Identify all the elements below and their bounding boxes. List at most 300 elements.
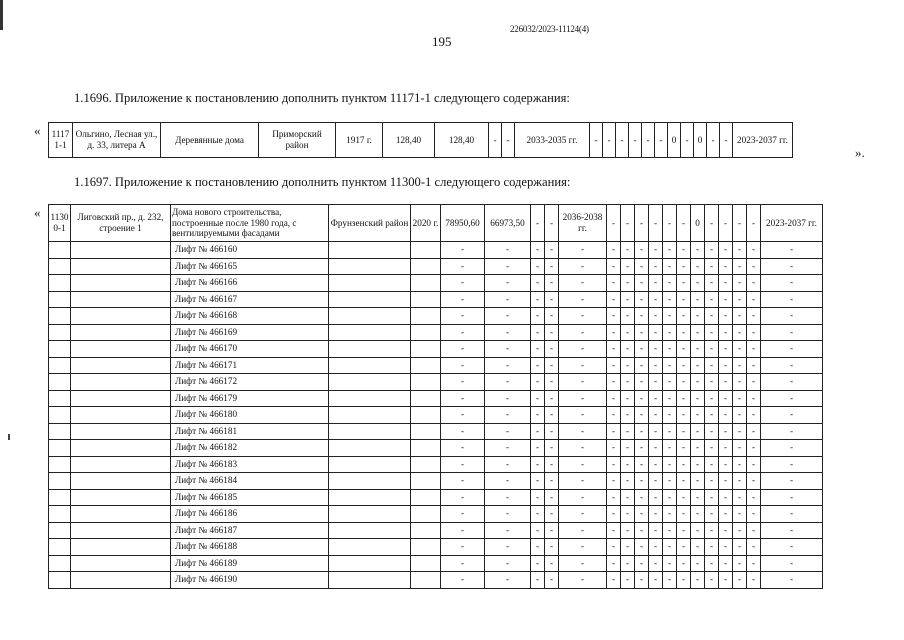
dash-cell: - [677,374,691,391]
dash-cell: - [559,473,607,490]
dash-cell: - [691,291,705,308]
dash-cell: - [621,506,635,523]
empty-cell [411,555,441,572]
dash-cell: - [747,423,761,440]
dash-cell: - [719,489,733,506]
cell: 2033-2035 гг. [515,123,590,158]
dash-cell: - [531,555,545,572]
dash-cell: - [649,390,663,407]
lift-name: Лифт № 466187 [171,522,329,539]
cell: - [655,123,668,158]
dash-cell: - [531,506,545,523]
lift-name: Лифт № 466185 [171,489,329,506]
dash-cell: - [691,423,705,440]
cell: - [677,205,691,242]
lift-name: Лифт № 466181 [171,423,329,440]
dash-cell: - [719,390,733,407]
dash-cell: - [705,324,719,341]
dash-cell: - [441,456,485,473]
table-item-1696 [48,122,793,158]
dash-cell: - [705,555,719,572]
dash-cell: - [649,242,663,259]
dash-cell: - [733,506,747,523]
empty-cell [329,407,411,424]
dash-cell: - [705,242,719,259]
dash-cell: - [719,374,733,391]
dash-cell: - [531,275,545,292]
dash-cell: - [649,423,663,440]
dash-cell: - [545,324,559,341]
lift-name: Лифт № 466186 [171,506,329,523]
lift-name: Лифт № 466182 [171,440,329,457]
empty-cell [329,291,411,308]
lift-name: Лифт № 466183 [171,456,329,473]
empty-cell [329,539,411,556]
dash-cell: - [635,357,649,374]
cell: 0 [694,123,707,158]
empty-cell [411,291,441,308]
dash-cell: - [691,275,705,292]
dash-cell: - [441,275,485,292]
dash-cell: - [559,456,607,473]
dash-cell: - [485,308,531,325]
dash-cell: - [649,258,663,275]
dash-cell: - [485,374,531,391]
empty-cell [49,242,71,259]
dash-cell: - [649,572,663,589]
dash-cell: - [677,291,691,308]
dash-cell: - [441,258,485,275]
lift-row [49,539,823,556]
dash-cell: - [635,291,649,308]
dash-cell: - [607,374,621,391]
dash-cell: - [705,456,719,473]
dash-cell: - [719,572,733,589]
empty-cell [49,423,71,440]
cell: - [663,205,677,242]
dash-cell: - [531,357,545,374]
cell: - [719,205,733,242]
empty-cell [49,374,71,391]
dash-cell: - [531,440,545,457]
empty-cell [49,341,71,358]
empty-cell [71,506,171,523]
cell: 2023-2037 гг. [733,123,793,158]
dash-cell: - [705,275,719,292]
dash-cell: - [545,242,559,259]
dash-cell: - [607,423,621,440]
dash-cell: - [441,423,485,440]
dash-cell: - [663,506,677,523]
dash-cell: - [733,473,747,490]
empty-cell [49,407,71,424]
dash-cell: - [441,357,485,374]
dash-cell: - [677,390,691,407]
empty-cell [411,341,441,358]
cell: 2020 г. [411,205,441,242]
empty-cell [71,522,171,539]
dash-cell: - [635,572,649,589]
dash-cell: - [677,572,691,589]
cell: - [705,205,719,242]
dash-cell: - [677,456,691,473]
dash-cell: - [635,341,649,358]
dash-cell: - [719,456,733,473]
page-number: 195 [432,34,452,49]
dash-cell: - [607,258,621,275]
dash-cell: - [719,291,733,308]
dash-cell: - [691,242,705,259]
dash-cell: - [545,390,559,407]
empty-cell [49,357,71,374]
empty-cell [411,324,441,341]
dash-cell: - [485,539,531,556]
empty-cell [71,440,171,457]
cell: - [629,123,642,158]
dash-cell: - [621,522,635,539]
dash-cell: - [761,324,823,341]
dash-cell: - [607,242,621,259]
dash-cell: - [635,522,649,539]
dash-cell: - [677,407,691,424]
dash-cell: - [733,275,747,292]
cell: - [642,123,655,158]
dash-cell: - [649,522,663,539]
dash-cell: - [607,407,621,424]
dash-cell: - [485,423,531,440]
cell: Дома нового строительства, построенные после 1980 года, с вентилируемыми фасадами [171,205,329,242]
empty-cell [49,489,71,506]
lift-row [49,308,823,325]
dash-cell: - [677,539,691,556]
quote-open-1: « [34,123,41,138]
dash-cell: - [649,440,663,457]
dash-cell: - [635,390,649,407]
empty-cell [411,522,441,539]
dash-cell: - [719,308,733,325]
dash-cell: - [719,506,733,523]
dash-cell: - [607,291,621,308]
dash-cell: - [705,258,719,275]
dash-cell: - [761,390,823,407]
dash-cell: - [635,440,649,457]
dash-cell: - [719,555,733,572]
empty-cell [411,390,441,407]
dash-cell: - [485,341,531,358]
dash-cell: - [691,390,705,407]
empty-cell [71,324,171,341]
dash-cell: - [719,275,733,292]
dash-cell: - [531,390,545,407]
dash-cell: - [485,572,531,589]
dash-cell: - [441,522,485,539]
dash-cell: - [719,357,733,374]
empty-cell [71,473,171,490]
dash-cell: - [621,258,635,275]
dash-cell: - [649,374,663,391]
dash-cell: - [705,572,719,589]
dash-cell: - [621,357,635,374]
empty-cell [329,275,411,292]
lift-name: Лифт № 466168 [171,308,329,325]
dash-cell: - [441,324,485,341]
lift-row [49,407,823,424]
dash-cell: - [691,506,705,523]
lift-row [49,572,823,589]
dash-cell: - [705,291,719,308]
dash-cell: - [485,506,531,523]
dash-cell: - [635,324,649,341]
dash-cell: - [663,489,677,506]
empty-cell [329,572,411,589]
dash-cell: - [607,506,621,523]
dash-cell: - [559,390,607,407]
dash-cell: - [545,291,559,308]
dash-cell: - [621,324,635,341]
dash-cell: - [719,258,733,275]
dash-cell: - [691,407,705,424]
empty-cell [411,275,441,292]
dash-cell: - [649,291,663,308]
dash-cell: - [677,473,691,490]
dash-cell: - [663,440,677,457]
cell: - [616,123,629,158]
dash-cell: - [621,440,635,457]
cell: - [707,123,720,158]
dash-cell: - [531,324,545,341]
empty-cell [49,473,71,490]
cell: - [621,205,635,242]
cell: 1117 1-1 [49,123,73,158]
cell: - [733,205,747,242]
cell: 1917 г. [336,123,383,158]
dash-cell: - [747,374,761,391]
dash-cell: - [531,539,545,556]
dash-cell: - [663,258,677,275]
cell: Деревянные дома [161,123,259,158]
lift-name: Лифт № 466184 [171,473,329,490]
dash-cell: - [663,522,677,539]
empty-cell [49,390,71,407]
dash-cell: - [649,308,663,325]
lift-row [49,324,823,341]
lift-name: Лифт № 466167 [171,291,329,308]
dash-cell: - [485,291,531,308]
cell: - [747,205,761,242]
empty-cell [49,291,71,308]
dash-cell: - [441,489,485,506]
dash-cell: - [747,506,761,523]
dash-cell: - [719,341,733,358]
dash-cell: - [761,539,823,556]
dash-cell: - [733,555,747,572]
empty-cell [71,242,171,259]
dash-cell: - [663,357,677,374]
dash-cell: - [747,539,761,556]
dash-cell: - [733,489,747,506]
empty-cell [411,473,441,490]
cell: - [531,205,545,242]
empty-cell [71,572,171,589]
dash-cell: - [663,324,677,341]
dash-cell: - [649,341,663,358]
dash-cell: - [441,539,485,556]
dash-cell: - [485,522,531,539]
dash-cell: - [677,341,691,358]
empty-cell [411,374,441,391]
dash-cell: - [559,555,607,572]
dash-cell: - [531,308,545,325]
dash-cell: - [559,374,607,391]
cell: Фрунзенский район [329,205,411,242]
lift-name: Лифт № 466189 [171,555,329,572]
empty-cell [49,456,71,473]
empty-cell [71,456,171,473]
lift-row [49,522,823,539]
dash-cell: - [559,407,607,424]
dash-cell: - [733,572,747,589]
dash-cell: - [677,489,691,506]
dash-cell: - [531,407,545,424]
dash-cell: - [531,291,545,308]
cell: 2036-2038 гг. [559,205,607,242]
dash-cell: - [621,456,635,473]
cell: 78950,60 [441,205,485,242]
lift-row [49,506,823,523]
cell: - [545,205,559,242]
dash-cell: - [677,522,691,539]
dash-cell: - [545,407,559,424]
empty-cell [329,258,411,275]
dash-cell: - [747,407,761,424]
dash-cell: - [677,308,691,325]
dash-cell: - [747,258,761,275]
dash-cell: - [441,407,485,424]
dash-cell: - [761,407,823,424]
dash-cell: - [485,489,531,506]
dash-cell: - [691,572,705,589]
dash-cell: - [705,506,719,523]
dash-cell: - [621,572,635,589]
dash-cell: - [677,440,691,457]
dash-cell: - [705,489,719,506]
dash-cell: - [607,555,621,572]
dash-cell: - [733,242,747,259]
lift-row [49,291,823,308]
dash-cell: - [485,555,531,572]
empty-cell [411,539,441,556]
dash-cell: - [545,275,559,292]
dash-cell: - [485,456,531,473]
cell: - [681,123,694,158]
lift-row [49,357,823,374]
lift-row [49,456,823,473]
dash-cell: - [705,473,719,490]
lift-row [49,275,823,292]
empty-cell [49,506,71,523]
lift-name: Лифт № 466169 [171,324,329,341]
empty-cell [329,341,411,358]
dash-cell: - [621,242,635,259]
dash-cell: - [747,522,761,539]
dash-cell: - [705,357,719,374]
dash-cell: - [545,341,559,358]
dash-cell: - [691,324,705,341]
dash-cell: - [747,390,761,407]
empty-cell [71,341,171,358]
cell: Приморский район [259,123,336,158]
dash-cell: - [719,324,733,341]
empty-cell [329,324,411,341]
dash-cell: - [719,440,733,457]
dash-cell: - [733,374,747,391]
dash-cell: - [621,341,635,358]
dash-cell: - [545,440,559,457]
empty-cell [411,308,441,325]
dash-cell: - [663,473,677,490]
dash-cell: - [559,308,607,325]
empty-cell [71,258,171,275]
dash-cell: - [635,489,649,506]
dash-cell: - [761,473,823,490]
cell: 0 [691,205,705,242]
dash-cell: - [531,522,545,539]
dash-cell: - [719,423,733,440]
dash-cell: - [621,390,635,407]
cell: Ольгино, Лесная ул., д. 33, литера А [73,123,161,158]
dash-cell: - [545,555,559,572]
dash-cell: - [649,473,663,490]
dash-cell: - [621,539,635,556]
dash-cell: - [607,489,621,506]
dash-cell: - [691,258,705,275]
dash-cell: - [545,506,559,523]
dash-cell: - [733,324,747,341]
empty-cell [49,308,71,325]
dash-cell: - [559,506,607,523]
lift-name: Лифт № 466188 [171,539,329,556]
document-code: 226032/2023-11124(4) [510,24,589,34]
dash-cell: - [441,341,485,358]
dash-cell: - [719,242,733,259]
dash-cell: - [663,390,677,407]
empty-cell [329,440,411,457]
dash-cell: - [649,489,663,506]
dash-cell: - [621,291,635,308]
dash-cell: - [485,357,531,374]
dash-cell: - [607,341,621,358]
dash-cell: - [705,374,719,391]
dash-cell: - [441,555,485,572]
dash-cell: - [649,555,663,572]
empty-cell [411,489,441,506]
dash-cell: - [441,572,485,589]
item-1696-text: 1.1696. Приложение к постановлению дополнить пунктом 11171-1 следующего содержания: [74,91,570,105]
dash-cell: - [607,539,621,556]
dash-cell: - [677,555,691,572]
dash-cell: - [441,374,485,391]
dash-cell: - [485,258,531,275]
dash-cell: - [761,423,823,440]
dash-cell: - [761,341,823,358]
dash-cell: - [663,275,677,292]
dash-cell: - [733,291,747,308]
dash-cell: - [531,258,545,275]
dash-cell: - [677,324,691,341]
empty-cell [411,456,441,473]
dash-cell: - [649,357,663,374]
dash-cell: - [691,539,705,556]
